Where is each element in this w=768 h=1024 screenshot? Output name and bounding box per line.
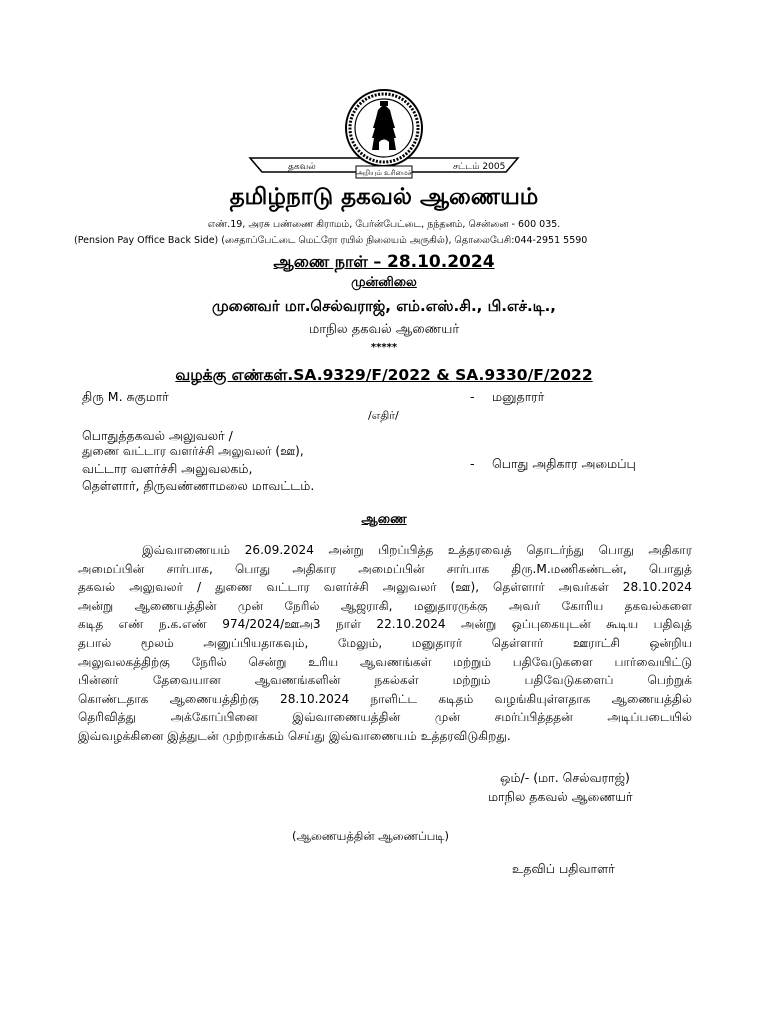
appellant-dash: - [470, 389, 475, 404]
separator-stars: ***** [370, 342, 398, 353]
respondent-line-4: தெள்ளார், திருவண்ணாமலை மாவட்டம். [82, 478, 315, 493]
case-numbers: வழக்கு எண்கள்.SA.9329/F/2022 & SA.9330/F/2022 [175, 366, 593, 384]
appellant-name: திரு M. சுகுமார் [82, 389, 169, 404]
respondent-role: பொது அதிகார அமைப்பு [492, 456, 636, 471]
commissioner-name: முனைவர் மா.செல்வராஜ், எம்.எஸ்.சி., பி.எச்.டி., [212, 297, 556, 315]
order-text-line: பின்னர் தேவையான ஆவணங்களின் நகல்கள் மற்றும் பதிவேடுகளைப் பெற்றுக் [78, 673, 692, 688]
order-text-line: கடித எண் ந.க.எண் 974/2024/ஊஅ3 நாள் 22.10.2024 அன்று ஒப்புகையுடன் கூடிய பதிவுத் [78, 617, 692, 632]
appellant-role: மனுதாரர் [492, 389, 545, 404]
order-copy-note: (ஆணையத்தின் ஆணைப்படி) [292, 829, 449, 843]
order-date [0, 252, 768, 273]
order-text-line: கொண்டதாக ஆணையத்திற்கு 28.10.2024 நாளிட்ட கடிதம் வழங்கியுள்ளதாக ஆணையத்தில் [78, 691, 692, 706]
order-text-line: அலுவலகத்திற்கு நேரில் சென்று உரிய ஆவணங்கள் மற்றும் பதிவேடுகளை பார்வையிட்டு [78, 654, 692, 669]
order-text-line: அமைப்பின் சார்பாக, பொது அதிகார அமைப்பின் சார்பாக திரு.M.மணிகண்டன், பொதுத் [78, 561, 692, 576]
order-text-line: அன்று ஆணையத்தின் முன் நேரில் ஆஜராகி, மனுதாரருக்கு அவர் கோரிய தகவல்களை [78, 598, 692, 613]
address-line-1: எண்.19, அரசு பண்ணை கிராமம், பேர்ன்பேட்டை, நந்தனம், சென்னை - 600 035. [207, 219, 561, 230]
respondent-line-3: வட்டார வளர்ச்சி அலுவலகம், [82, 461, 253, 476]
order-text-line: தகவல் அலுவலர் / துணை வட்டார வளர்ச்சி அலுவலர் (ஊ), தெள்ளார் அவர்கள் 28.10.2024 [78, 580, 692, 595]
respondent-line-2: துணை வட்டார வளர்ச்சி அலுவலர் (ஊ), [82, 444, 304, 458]
logo-bottom-text: அறியும் உரிமைச் [356, 169, 412, 177]
commission-emblem [248, 84, 520, 180]
order-date-label: ஆணை நாள் – [273, 252, 382, 271]
order-title: ஆணை [361, 512, 407, 527]
commission-title: தமிழ்நாடு தகவல் ஆணையம் [229, 184, 539, 210]
order-text-line: இவ்வழக்கினை இத்துடன் முற்றாக்கம் செய்து இவ்வாணையம் உத்தரவிடுகிறது. [78, 728, 511, 743]
order-paragraph [78, 541, 692, 746]
order-date-value: 28.10.2024 [386, 252, 495, 272]
presence-heading: முன்னிலை [351, 275, 417, 290]
order-text-line: தபால் மூலம் அனுப்பியதாகவும், மேலும், மனுதாரர் தெள்ளார் ஊராட்சி ஒன்றிய [78, 635, 692, 650]
logo-right-text: சட்டம் 2005 [453, 162, 506, 172]
assistant-registrar: உதவிப் பதிவாளர் [512, 861, 615, 876]
logo-left-text: தகவல் [288, 162, 316, 172]
signatory-signed: ஒம்/- (மா. செல்வராஜ்) [500, 770, 630, 785]
commissioner-designation: மாநில தகவல் ஆணையர் [308, 322, 460, 337]
respondent-line-1: பொதுத்தகவல் அலுவலர் / [82, 428, 233, 443]
address-line-2: (Pension Pay Office Back Side) (சைதாப்பேட்டை மெட்ரோ ரயில் நிலையம் அருகில்), தொலைபேசி:044-2951 5590 [74, 235, 588, 246]
order-text-line: இவ்வாணையம் 26.09.2024 அன்று பிறப்பித்த உத்தரவைத் தொடர்ந்து பொது அதிகார [142, 543, 692, 557]
versus-label: /எதிர்/ [368, 409, 399, 422]
respondent-dash: - [470, 456, 475, 471]
signatory-designation: மாநில தகவல் ஆணையர் [488, 789, 633, 804]
order-text-line: தெரிவித்து அக்கோப்பினை இவ்வாணையத்தின் முன் சமர்ப்பித்ததன் அடிப்படையில் [78, 710, 692, 725]
